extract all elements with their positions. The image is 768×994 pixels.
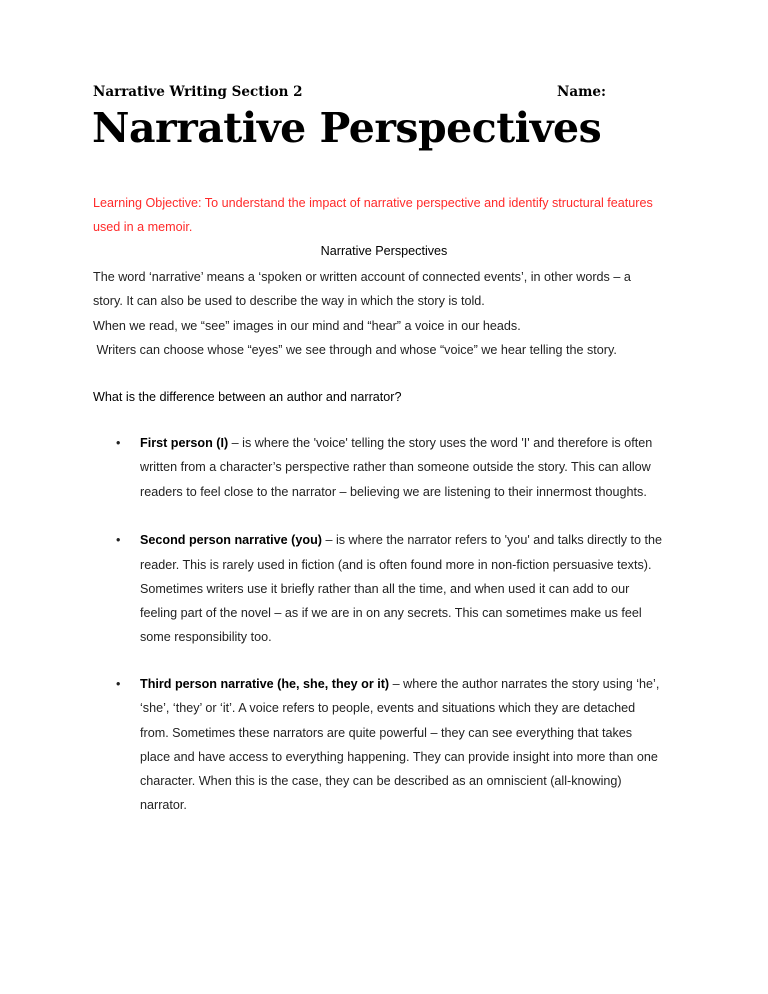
bullet-text: character. When this is the case, they can be described as an omniscient (all-knowing): [140, 774, 622, 788]
bullet-text: some responsibility too.: [140, 630, 272, 644]
bullet-text: – where the author narrates the story using ‘he’,: [389, 677, 660, 691]
intro-line: story. It can also be used to describe the way in which the story is told.: [93, 294, 485, 308]
bullet-icon: •: [116, 436, 121, 450]
bullet-label: Third person narrative (he, she, they or it): [140, 677, 390, 691]
bullet-text: reader. This is rarely used in fiction (and is often found more in non-fiction persuasive texts).: [140, 558, 652, 572]
section-label: Narrative Writing Section 2: [93, 84, 303, 100]
subheading: Narrative Perspectives: [320, 244, 448, 258]
bullet-label: Second person narrative (you): [140, 533, 322, 547]
bullet-text: from. Sometimes these narrators are quite powerful – they can see everything that takes: [140, 726, 633, 740]
bullet-text: ‘she’, ‘they’ or ‘it’. A voice refers to people, events and situations which they are detached: [140, 701, 636, 715]
bullet-text: place and have access to everything happening. They can provide insight into more than one: [140, 750, 658, 764]
page-title: Narrative Perspectives: [92, 104, 602, 152]
bullet-text: – is where the 'voice' telling the story uses the word 'I' and therefore is often: [228, 436, 653, 450]
name-label: Name:: [557, 84, 606, 100]
intro-line: The word ‘narrative’ means a ‘spoken or written account of connected events’, in other words – a: [93, 270, 631, 284]
bullet-text: readers to feel close to the narrator – believing we are listening to their innermost thoughts.: [140, 485, 647, 499]
learning-objective-line-2: used in a memoir.: [93, 220, 193, 234]
bullet-icon: •: [116, 677, 121, 691]
question-heading: What is the difference between an author and narrator?: [93, 390, 402, 404]
bullet-text: – is where the narrator refers to 'you' and talks directly to the: [321, 533, 663, 547]
intro-line: When we read, we “see” images in our mind and “hear” a voice in our heads.: [93, 319, 521, 333]
bullet-text: written from a character’s perspective rather than someone outside the story. This can allow: [140, 460, 651, 474]
bullet-text: narrator.: [140, 798, 187, 812]
learning-objective-line-1: Learning Objective: To understand the impact of narrative perspective and identify structural features: [93, 196, 653, 210]
bullet-label: First person (I): [140, 436, 229, 450]
bullet-text: feeling part of the novel – as if we are in on any secrets. This can sometimes make us feel: [140, 606, 642, 620]
bullet-icon: •: [116, 533, 121, 547]
intro-line: Writers can choose whose “eyes” we see through and whose “voice” we hear telling the story.: [93, 343, 617, 357]
bullet-text: Sometimes writers use it briefly rather than all the time, and when used it can add to our: [140, 582, 630, 596]
